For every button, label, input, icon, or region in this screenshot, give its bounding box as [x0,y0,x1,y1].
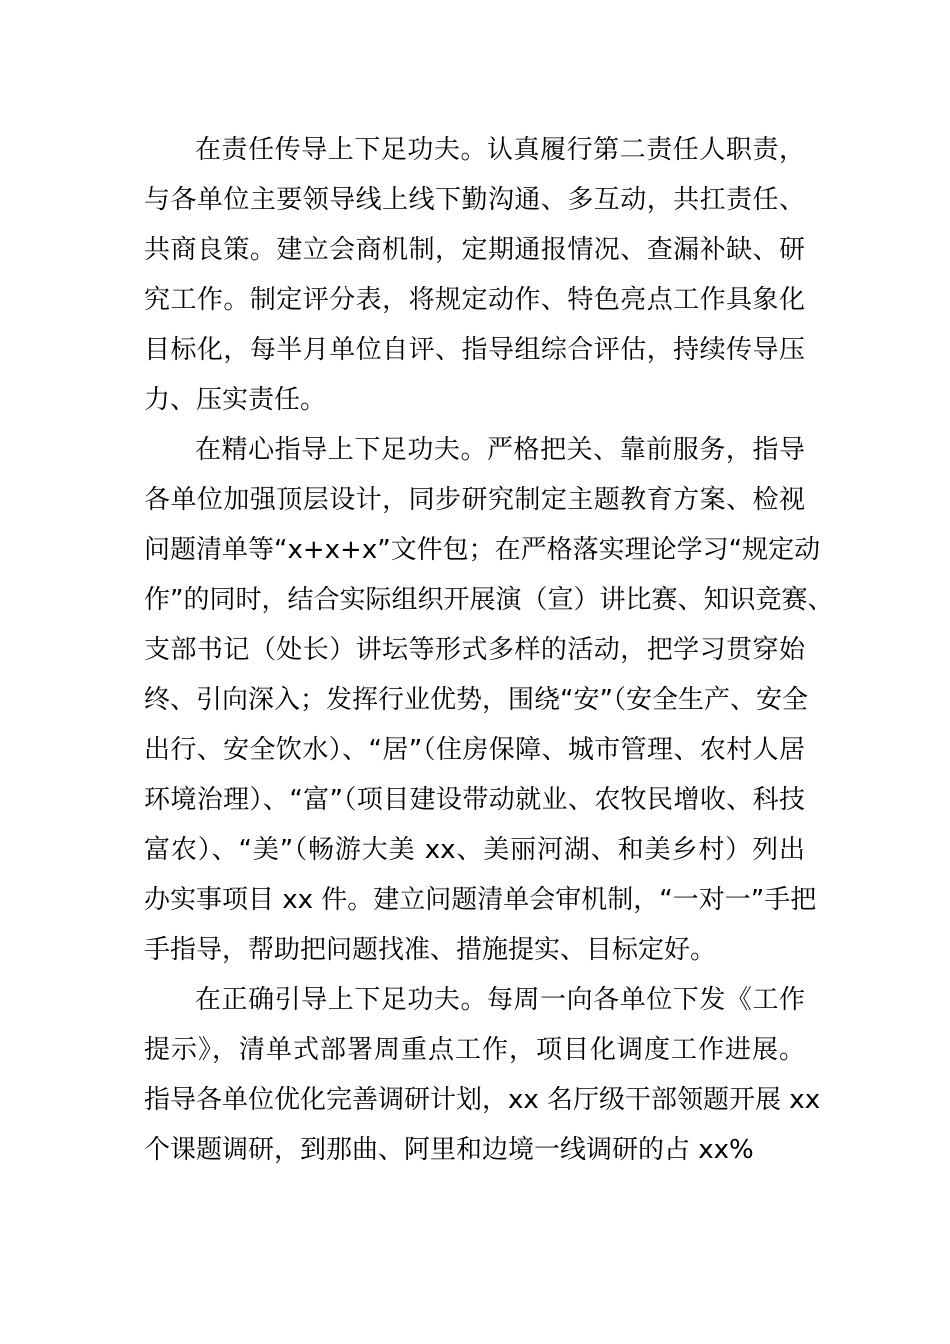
text-line: 作”的同时，结合实际组织开展演（宣）讲比赛、知识竞赛、 [144,585,834,615]
text-line: 与各单位主要领导线上线下勤沟通、多互动，共扛责任、 [144,185,805,215]
text-line: 富农）、“美”（畅游大美 xx、美丽河湖、和美乡村）列出 [144,835,805,865]
text-line: 共商良策。建立会商机制，定期通报情况、查漏补缺、研 [144,235,805,265]
text-line: 提示》，清单式部署周重点工作，项目化调度工作进展。 [144,1035,805,1065]
text-line: 环境治理）、“富”（项目建设带动就业、农牧民增收、科技 [144,785,805,815]
text-line: 支部书记（处长）讲坛等形式多样的活动，把学习贯穿始 [144,635,805,665]
text-line: 力、压实责任。 [144,385,327,415]
text-line: 终、引向深入；发挥行业优势，围绕“安”（安全生产、安全 [144,685,808,715]
text-line: 究工作。制定评分表，将规定动作、特色亮点工作具象化 [144,285,805,315]
text-line: 各单位加强顶层设计，同步研究制定主题教育方案、检视 [144,485,805,515]
text-line: 个课题调研，到那曲、阿里和边境一线调研的占 xx% [144,1135,754,1165]
text-line: 手指导，帮助把问题找准、措施提实、目标定好。 [144,935,717,965]
text-line: 出行、安全饮水）、“居”（住房保障、城市管理、农村人居 [144,735,805,765]
text-line: 目标化，每半月单位自评、指导组综合评估，持续传导压 [144,335,805,365]
text-line: 问题清单等“x+x+x”文件包；在严格落实理论学习“规定动 [144,535,821,565]
text-line: 在责任传导上下足功夫。认真履行第二责任人职责， [195,135,805,165]
text-line: 在正确引导上下足功夫。每周一向各单位下发《工作 [195,985,805,1015]
text-line: 办实事项目 xx 件。建立问题清单会审机制，“一对一”手把 [144,885,817,915]
text-line: 指导各单位优化完善调研计划，xx 名厅级干部领题开展 xx [144,1085,821,1115]
text-line: 在精心指导上下足功夫。严格把关、靠前服务，指导 [195,435,805,465]
